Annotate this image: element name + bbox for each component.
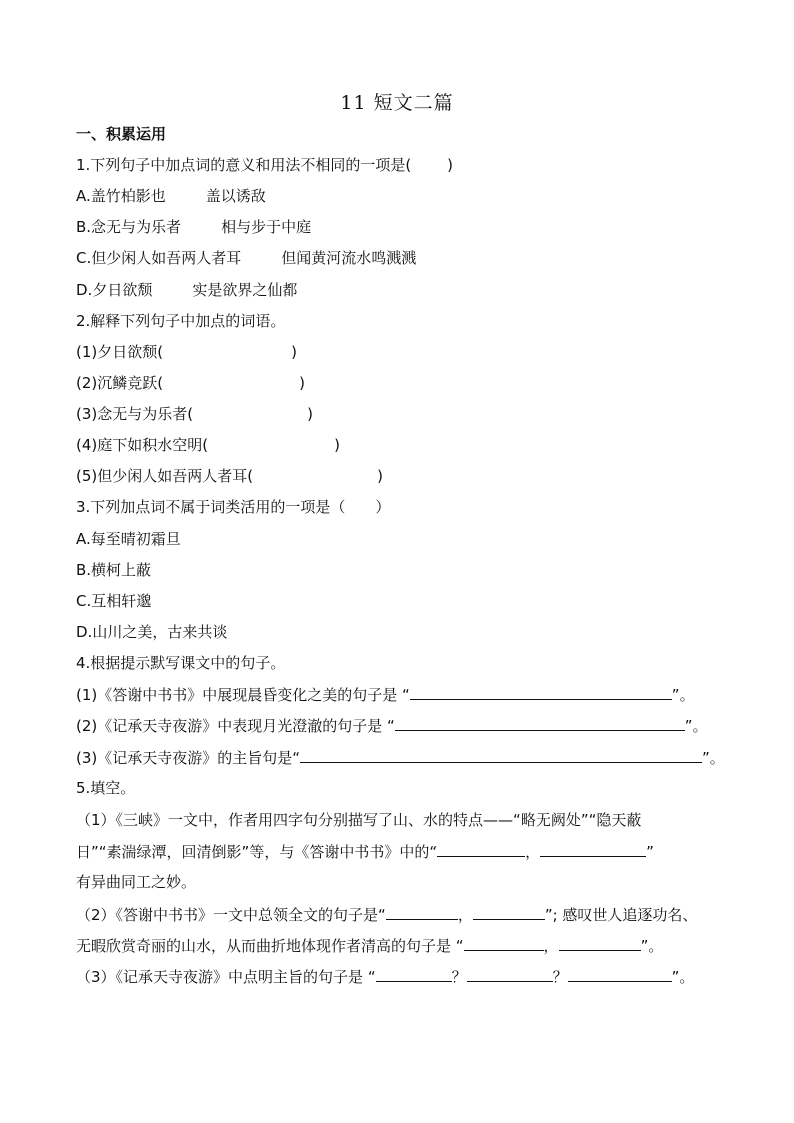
q3-option-c: C.互相轩邈 xyxy=(76,592,152,610)
q4-item-3 xyxy=(76,747,725,768)
item-text: ”。 xyxy=(684,717,708,735)
item-text: (4)庭下如积水空明( xyxy=(76,436,209,454)
q3-option-b: B.横柯上蔽 xyxy=(76,561,152,579)
item-text: 无暇欣赏奇丽的山水，从而曲折地体现作者清高的句子是 “ xyxy=(76,937,464,955)
item-text: ” xyxy=(646,843,654,861)
fill-blank[interactable] xyxy=(300,747,702,763)
section-heading: 一、积累运用 xyxy=(76,125,167,143)
q4-item-2 xyxy=(76,715,708,736)
item-text: ？ xyxy=(552,968,568,986)
fill-blank[interactable] xyxy=(559,935,641,951)
fill-blank[interactable] xyxy=(467,966,553,982)
fill-blank[interactable] xyxy=(437,841,525,857)
item-text: ， xyxy=(457,906,473,924)
option-text: A.盖竹柏影也 xyxy=(76,187,166,205)
option-text: 相与步于中庭 xyxy=(221,218,312,236)
answer-bracket-close: ) xyxy=(299,374,305,392)
option-text: 实是欲界之仙都 xyxy=(192,281,298,299)
q1-option-c xyxy=(76,248,416,268)
q5-part-3 xyxy=(76,966,694,987)
option-text: B.念无与为乐者 xyxy=(76,218,182,236)
fill-blank[interactable] xyxy=(540,841,646,857)
item-text: ， xyxy=(525,843,541,861)
item-text: （3）《记承天寺夜游》中点明主旨的句子是 “ xyxy=(76,968,376,986)
item-text: （2）《答谢中书书》一文中总领全文的句子是“ xyxy=(76,906,386,924)
fill-blank[interactable] xyxy=(464,935,544,951)
item-text: (3)《记承天寺夜游》的主旨句是“ xyxy=(76,749,301,767)
q5-part-1-line-1: （1）《三峡》一文中，作者用四字句分别描写了山、水的特点——“略无阙处”“隐天蔽 xyxy=(76,811,642,829)
q1-option-b xyxy=(76,217,311,237)
fill-blank[interactable] xyxy=(395,715,685,731)
fill-blank[interactable] xyxy=(473,904,545,920)
q5-part-2-line-1 xyxy=(76,904,697,925)
item-text: (2)沉鳞竞跃( xyxy=(76,374,164,392)
option-text: 盖以诱敌 xyxy=(205,187,266,205)
q5-part-2-line-2 xyxy=(76,935,663,956)
answer-bracket-close: ) xyxy=(307,405,313,423)
q1-option-a xyxy=(76,186,266,206)
item-text: (1)夕日欲颓( xyxy=(76,343,164,361)
item-text: ？ xyxy=(451,968,467,986)
q4-item-1 xyxy=(76,684,695,705)
fill-blank[interactable] xyxy=(568,966,672,982)
question-1-stem: 1.下列句子中加点词的意义和用法不相同的一项是( xyxy=(76,156,412,174)
page-title: 11 短文二篇 xyxy=(340,92,454,114)
fill-blank[interactable] xyxy=(376,966,452,982)
item-text: (1)《答谢中书书》中展现晨昏变化之美的句子是 “ xyxy=(76,686,410,704)
q2-item-3 xyxy=(76,404,313,424)
answer-bracket-close: ) xyxy=(291,343,297,361)
item-text: (2)《记承天寺夜游》中表现月光澄澈的句子是 “ xyxy=(76,717,395,735)
answer-bracket-close: ) xyxy=(377,467,383,485)
question-2: 2.解释下列句子中加点的词语。 xyxy=(76,312,286,330)
q2-item-2 xyxy=(76,373,305,393)
answer-bracket-close: ) xyxy=(334,436,340,454)
question-1 xyxy=(76,155,453,175)
option-text: C.但少闲人如吾两人者耳 xyxy=(76,249,242,267)
q3-option-a: A.每至晴初霜旦 xyxy=(76,530,181,548)
fill-blank[interactable] xyxy=(386,904,458,920)
q2-item-1 xyxy=(76,342,297,362)
item-text: ”。 xyxy=(640,937,664,955)
q1-option-d xyxy=(76,280,297,300)
answer-bracket-close: ） xyxy=(375,498,391,516)
item-text: ”。 xyxy=(671,968,695,986)
item-text: ”; 感叹世人追逐功名、 xyxy=(544,906,698,924)
question-4: 4.根据提示默写课文中的句子。 xyxy=(76,654,286,672)
q2-item-5 xyxy=(76,466,383,486)
question-5: 5.填空。 xyxy=(76,779,136,797)
question-3 xyxy=(76,497,390,517)
q2-item-4 xyxy=(76,435,340,455)
item-text: ”。 xyxy=(702,749,725,767)
item-text: 日”“素湍绿潭，回清倒影”等，与《答谢中书书》中的“ xyxy=(76,843,438,861)
question-3-stem: 3.下列加点词不属于词类活用的一项是（ xyxy=(76,498,346,516)
item-text: ， xyxy=(543,937,559,955)
option-text: 但闻黄河流水鸣溅溅 xyxy=(281,249,417,267)
q5-part-1-line-2 xyxy=(76,841,654,862)
item-text: (3)念无与为乐者( xyxy=(76,405,194,423)
option-text: D.夕日欲颓 xyxy=(76,281,153,299)
answer-bracket-close: ) xyxy=(447,156,454,174)
item-text: ”。 xyxy=(671,686,695,704)
item-text: (5)但少闲人如吾两人者耳( xyxy=(76,467,254,485)
fill-blank[interactable] xyxy=(410,684,672,700)
q5-part-1-line-3: 有异曲同工之妙。 xyxy=(76,873,197,891)
q3-option-d: D.山川之美，古来共谈 xyxy=(76,623,228,641)
